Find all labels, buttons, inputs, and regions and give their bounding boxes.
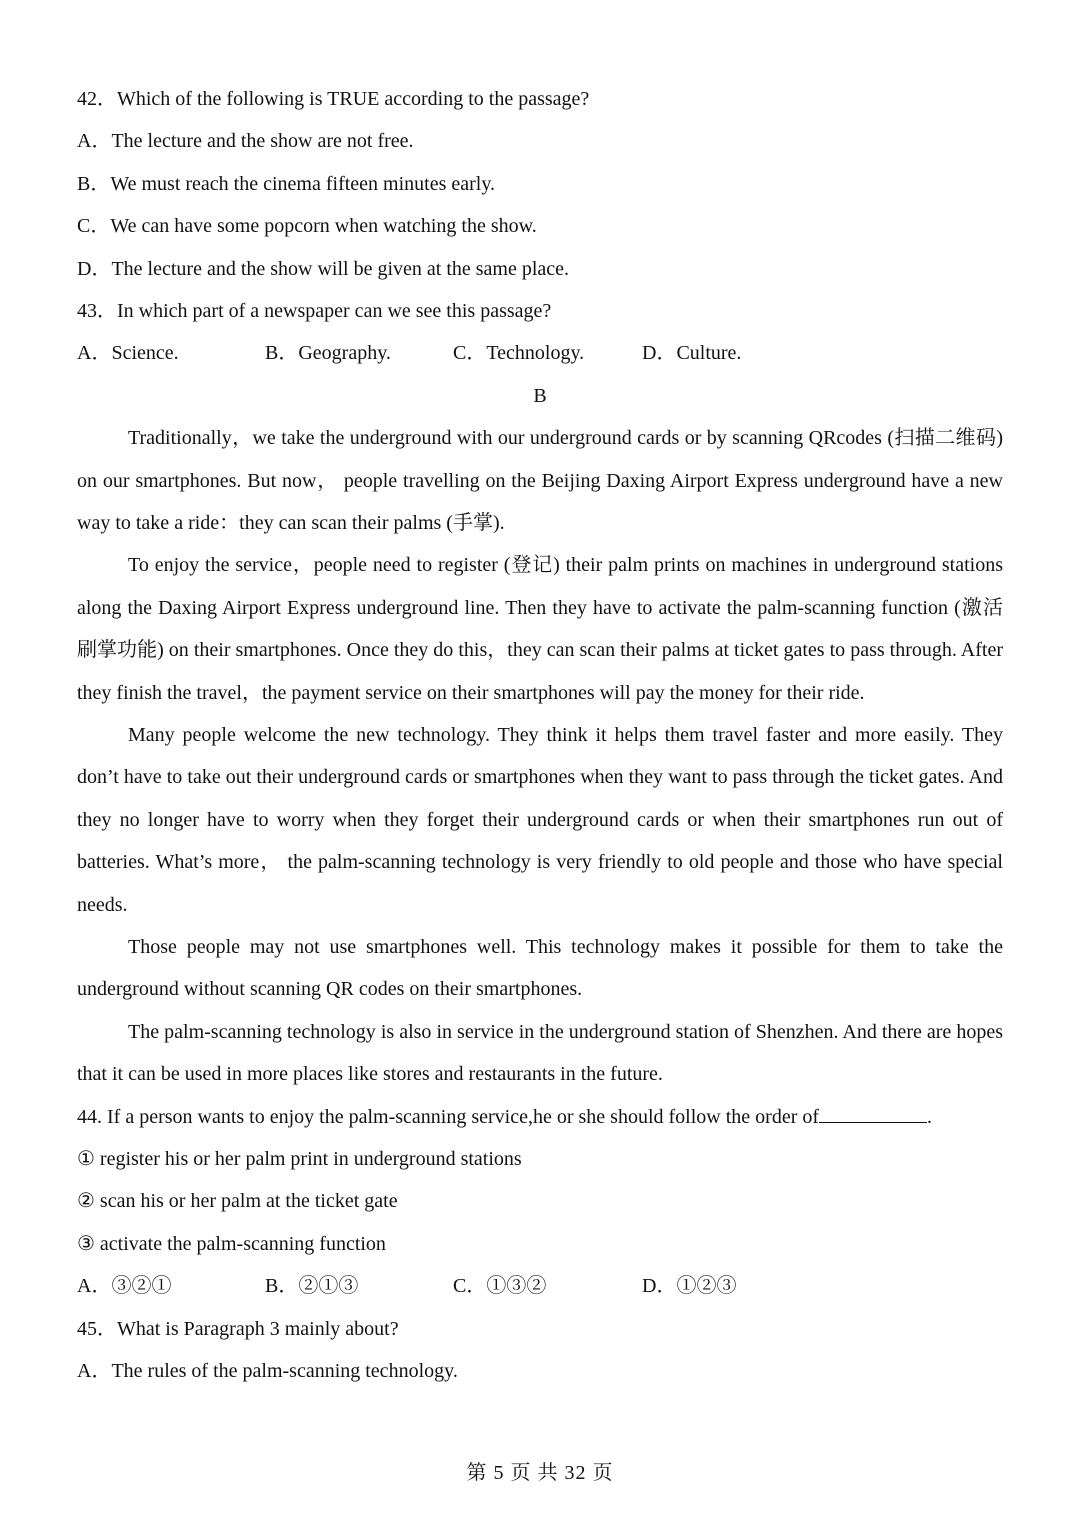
question-43-option-a: A．Science. <box>77 342 179 365</box>
question-44-stem-end: . <box>927 1105 933 1128</box>
question-43-option-d: D．Culture. <box>642 342 742 365</box>
answer-blank <box>819 1104 927 1123</box>
question-43-option-b: B．Geography. <box>265 342 391 365</box>
question-43-options <box>77 332 1003 374</box>
question-42-option-a: A．The lecture and the show are not free. <box>77 130 414 153</box>
question-44-stem-line <box>77 1096 1003 1138</box>
passage-paragraph-2: To enjoy the service，people need to register (登记) their palm prints on machines in underground stations along the Daxing Airport Express underground line. Then they have to activate the palm-scanning function (激活刷掌功能) on their smartphones. Once they do this，they can scan their palms at ticket gates to pass through. After they finish the travel，the payment service on their smartphones will pay the money for their ride. <box>77 554 1003 704</box>
question-44-options <box>77 1265 1003 1307</box>
question-44-option-c: C．①③② <box>453 1275 547 1298</box>
question-42-stem: 42．Which of the following is TRUE according to the passage? <box>77 88 590 110</box>
passage-paragraph-4: Those people may not use smartphones well. This technology makes it possible for them to take the underground without scanning QR codes on their smartphones. <box>77 936 1003 1001</box>
passage-paragraph-3: Many people welcome the new technology. They think it helps them travel faster and more easily. They don’t have to take out their underground cards or smartphones when they want to pass through the ticket gates. And they no longer have to worry when they forget their underground cards or when their smartphones run out of batteries. What’s more， the palm-scanning technology is very friendly to old people and those who have special needs. <box>77 723 1003 916</box>
passage-paragraph-5: The palm-scanning technology is also in service in the underground station of Shenzhen. And there are hopes that it can be used in more places like stores and restaurants in the future. <box>77 1020 1003 1086</box>
passage-paragraph-1: Traditionally，we take the underground with our underground cards or by scanning QRcodes (扫描二维码) on our smartphones. But now， people travelling on the Beijing Daxing Airport Express underground have a new way to take a ride：they can scan their palms (手掌). <box>77 427 1003 534</box>
question-45-option-a: A．The rules of the palm-scanning technology. <box>77 1359 458 1382</box>
question-44-option-a: A．③②① <box>77 1275 172 1298</box>
question-44-step-1: ① register his or her palm print in underground stations <box>77 1148 522 1171</box>
question-45-stem: 45．What is Paragraph 3 mainly about? <box>77 1317 399 1340</box>
question-44-option-b: B．②①③ <box>265 1275 359 1298</box>
question-43-option-c: C．Technology. <box>453 342 585 365</box>
question-42-option-d: D．The lecture and the show will be given at the same place. <box>77 257 570 280</box>
question-44-option-d: D．①②③ <box>642 1275 737 1298</box>
question-44-step-2: ② scan his or her palm at the ticket gate <box>77 1190 398 1213</box>
question-42-option-b: B．We must reach the cinema fifteen minutes early. <box>77 172 496 195</box>
section-title: B <box>533 384 547 407</box>
question-44-stem: 44. If a person wants to enjoy the palm-scanning service,he or she should follow the order of <box>77 1105 820 1128</box>
exam-page <box>77 78 1003 1392</box>
page-footer: 第 5 页 共 32 页 <box>466 1462 614 1484</box>
question-43-stem: 43．In which part of a newspaper can we see this passage? <box>77 299 552 322</box>
question-44-step-3: ③ activate the palm-scanning function <box>77 1232 386 1255</box>
question-42-option-c: C．We can have some popcorn when watching the show. <box>77 215 537 238</box>
